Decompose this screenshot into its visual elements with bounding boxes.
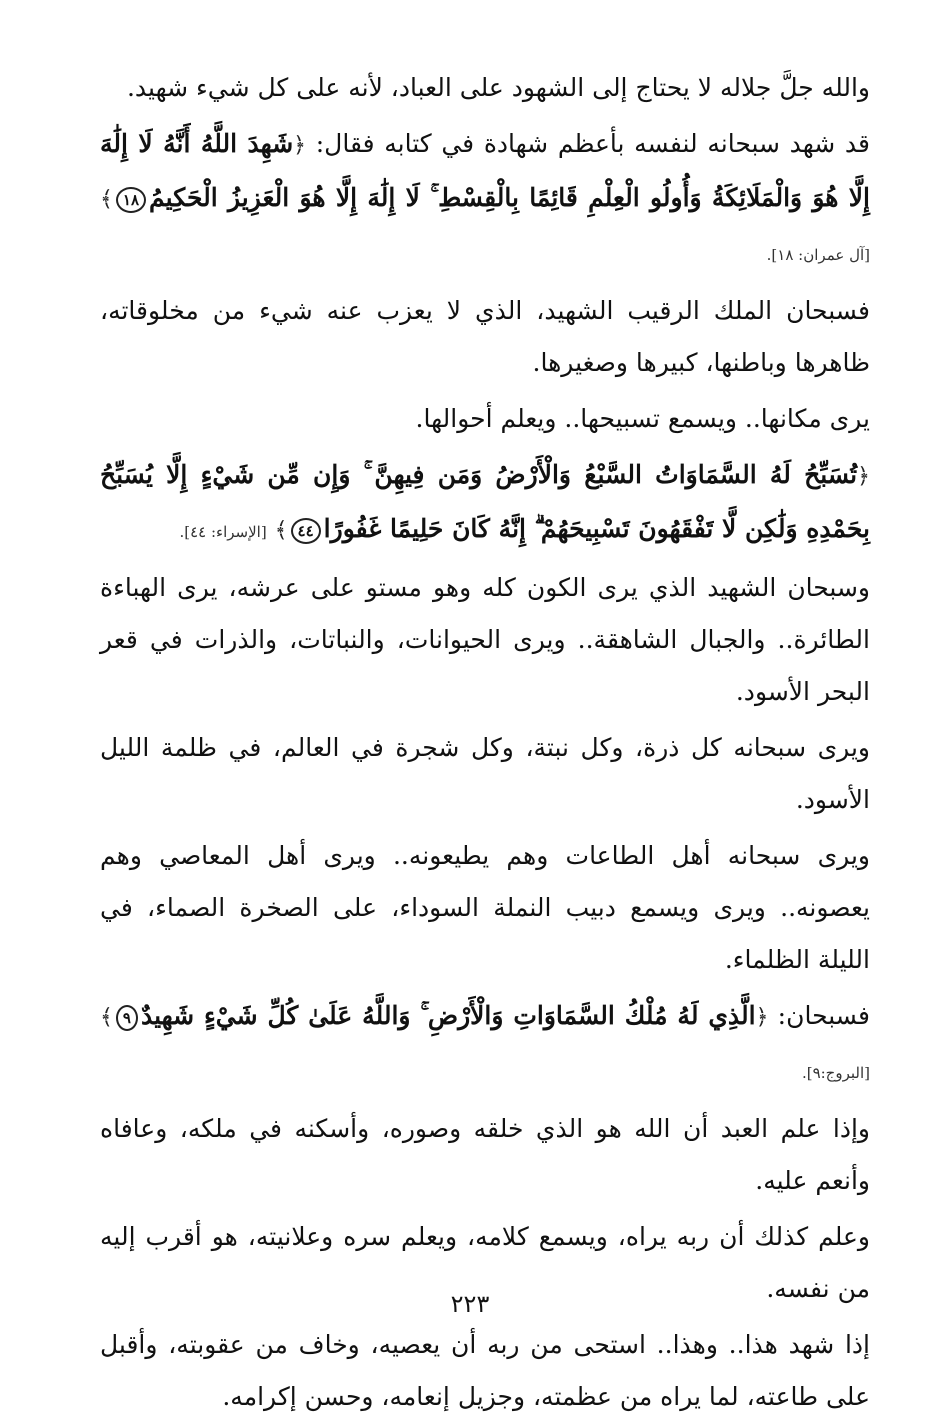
paragraph-4 [100, 393, 870, 445]
quran-verse: الَّذِي لَهُ مُلْكُ السَّمَاوَاتِ وَالْأَرْضِ ۚ وَاللَّهُ عَلَىٰ كُلِّ شَيْءٍ شَهِيدٌ [140, 1001, 756, 1030]
paragraph-text: ويرى سبحانه كل ذرة، وكل نبتة، وكل شجرة في العالم، في ظلمة الليل الأسود. [100, 733, 870, 814]
paragraph-6 [100, 562, 870, 718]
paragraph-text: وإذا علم العبد أن الله هو الذي خلقه وصوره، وأسكنه في ملكه، وعافاه وأنعم عليه. [100, 1114, 870, 1195]
ayah-number-marker: ٤٤ [291, 518, 321, 544]
verse-open-bracket: ﴿ [857, 464, 870, 489]
quran-verse: تُسَبِّحُ لَهُ السَّمَاوَاتُ السَّبْعُ وَالْأَرْضُ وَمَن فِيهِنَّ ۚ وَإِن مِّن شَيْءٍ إِلَّا يُسَبِّحُ بِحَمْدِهِ وَلَٰكِن لَّا تَفْقَهُونَ تَسْبِيحَهُمْ ۗ إِنَّهُ كَانَ حَلِيمًا غَفُورًا [100, 460, 870, 543]
paragraph-text: إذا شهد هذا.. وهذا.. استحى من ربه أن يعصيه، وخاف من عقوبته، وأقبل على طاعته، لما يراه من عظمته، وجزيل إنعامه، وحسن إكرامه. [100, 1330, 870, 1411]
verse-close-bracket: ﴾ [100, 187, 113, 212]
paragraph-text: وعلم كذلك أن ربه يراه، ويسمع كلامه، ويعلم سره وعلانيته، هو أقرب إليه من نفسه. [100, 1222, 870, 1303]
paragraph-8 [100, 830, 870, 986]
paragraph-9-quran-buruj [100, 990, 870, 1099]
verse-reference: [البروج:٩]. [801, 1064, 870, 1082]
verse-open-bracket: ﴿ [293, 133, 307, 158]
paragraph-text: والله جلَّ جلاله لا يحتاج إلى الشهود على العباد، لأنه على كل شيء شهيد. [126, 73, 870, 102]
paragraph-text: ويرى سبحانه أهل الطاعات وهم يطيعونه.. ويرى أهل المعاصي وهم يعصونه.. ويرى ويسمع دبيب النملة السوداء، على الصخرة الصماء، في الليلة الظلماء. [100, 841, 870, 974]
paragraph-text: فسبحان: [768, 1001, 871, 1030]
paragraph-3 [100, 285, 870, 389]
paragraph-12 [100, 1319, 870, 1423]
ayah-number-marker: ٩ [116, 1005, 138, 1031]
paragraph-1 [100, 62, 870, 114]
verse-reference: [الإسراء: ٤٤]. [179, 523, 267, 541]
verse-close-bracket: ﴾ [100, 1005, 113, 1030]
paragraph-text: فسبحان الملك الرقيب الشهيد، الذي لا يعزب عنه شيء من مخلوقاته، ظاهرها وباطنها، كبيرها وصغيرها. [100, 296, 870, 377]
paragraph-10 [100, 1103, 870, 1207]
ayah-number-marker: ١٨ [116, 187, 146, 213]
page-number: ٢٢٣ [450, 1290, 490, 1318]
verse-close-bracket: ﴾ [274, 518, 288, 543]
page-body [100, 62, 870, 1427]
quran-verse: شَهِدَ اللَّهُ أَنَّهُ لَا إِلَٰهَ إِلَّا هُوَ وَالْمَلَائِكَةُ وَأُولُو الْعِلْمِ قَائِمًا بِالْقِسْطِ ۚ لَا إِلَٰهَ إِلَّا هُوَ الْعَزِيزُ الْحَكِيمُ [100, 129, 870, 212]
paragraph-5-quran-isra [100, 449, 870, 558]
verse-reference: [آل عمران: ١٨]. [766, 246, 870, 264]
paragraph-2-quran-aal-imran [100, 118, 870, 281]
paragraph-text: وسبحان الشهيد الذي يرى الكون كله وهو مستو على عرشه، يرى الهباءة الطائرة.. والجبال الشاهقة.. ويرى الحيوانات، والنباتات، والذرات في قعر البحر الأسود. [100, 573, 870, 706]
verse-open-bracket: ﴿ [755, 1005, 769, 1030]
paragraph-7 [100, 722, 870, 826]
paragraph-text: قد شهد سبحانه لنفسه بأعظم شهادة في كتابه فقال: [306, 129, 870, 158]
paragraph-text: يرى مكانها.. ويسمع تسبيحها.. ويعلم أحوالها. [415, 404, 870, 433]
